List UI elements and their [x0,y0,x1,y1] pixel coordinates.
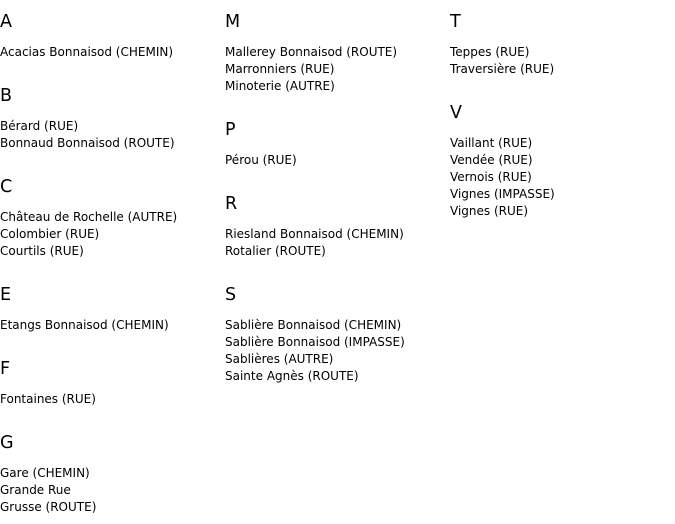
street-list-t [450,44,672,78]
street-list-v [450,135,672,220]
street-item[interactable]: Etangs Bonnaisod (CHEMIN) [0,318,169,332]
street-item[interactable]: Fontaines (RUE) [0,392,96,406]
street-item[interactable]: Gare (CHEMIN) [0,466,90,480]
section-letter-m: M [225,12,241,32]
street-list-s [225,317,447,385]
letter-group-r [225,192,447,260]
street-item[interactable]: Grusse (ROUTE) [0,500,97,514]
letter-group-g [0,431,222,516]
letter-group-v [450,101,672,220]
street-item[interactable]: Sainte Agnès (ROUTE) [225,369,359,383]
street-item[interactable]: Vaillant (RUE) [450,136,533,150]
street-list-a [0,44,222,61]
street-item[interactable]: Vernois (RUE) [450,170,532,184]
letter-group-f [0,357,222,408]
street-item[interactable]: Pérou (RUE) [225,153,297,167]
street-list-b [0,118,222,152]
street-item[interactable]: Sablières (AUTRE) [225,352,334,366]
street-item[interactable]: Vignes (IMPASSE) [450,187,555,201]
letter-group-s [225,283,447,385]
letter-group-m [225,10,447,95]
street-item[interactable]: Sablière Bonnaisod (CHEMIN) [225,318,402,332]
street-item[interactable]: Acacias Bonnaisod (CHEMIN) [0,45,174,59]
letter-group-e [0,283,222,334]
section-letter-r: R [225,194,238,214]
letter-group-b [0,84,222,152]
street-item[interactable]: Rotalier (ROUTE) [225,244,326,258]
section-letter-a: A [0,12,12,32]
street-item[interactable]: Marronniers (RUE) [225,62,335,76]
section-letter-s: S [225,285,237,305]
section-letter-v: V [450,103,462,123]
street-list-g [0,465,222,516]
section-letter-g: G [0,433,14,453]
section-letter-c: C [0,177,13,197]
letter-group-c [0,175,222,260]
street-item[interactable]: Riesland Bonnaisod (CHEMIN) [225,227,404,241]
section-letter-e: E [0,285,12,305]
letter-group-t [450,10,672,78]
street-item[interactable]: Colombier (RUE) [0,227,100,241]
street-item[interactable]: Sablière Bonnaisod (IMPASSE) [225,335,405,349]
street-item[interactable]: Teppes (RUE) [450,45,530,59]
street-index-column-1 [0,10,222,516]
street-item[interactable]: Grande Rue [0,483,71,497]
street-list-m [225,44,447,95]
street-item[interactable]: Vignes (RUE) [450,204,529,218]
street-index-column-2 [225,10,447,385]
section-letter-t: T [450,12,461,32]
street-list-e [0,317,222,334]
letter-group-p [225,118,447,169]
street-list-f [0,391,222,408]
section-letter-p: P [225,120,236,140]
section-letter-f: F [0,359,11,379]
street-list-r [225,226,447,260]
street-item[interactable]: Vendée (RUE) [450,153,533,167]
street-list-c [0,209,222,260]
street-item[interactable]: Traversière (RUE) [450,62,555,76]
street-list-p [225,152,447,169]
street-item[interactable]: Courtils (RUE) [0,244,84,258]
letter-group-a [0,10,222,61]
section-letter-b: B [0,86,13,106]
street-item[interactable]: Bonnaud Bonnaisod (ROUTE) [0,136,175,150]
street-item[interactable]: Bérard (RUE) [0,119,79,133]
street-index-column-3 [450,10,672,220]
street-item[interactable]: Mallerey Bonnaisod (ROUTE) [225,45,398,59]
street-item[interactable]: Château de Rochelle (AUTRE) [0,210,178,224]
street-item[interactable]: Minoterie (AUTRE) [225,79,335,93]
